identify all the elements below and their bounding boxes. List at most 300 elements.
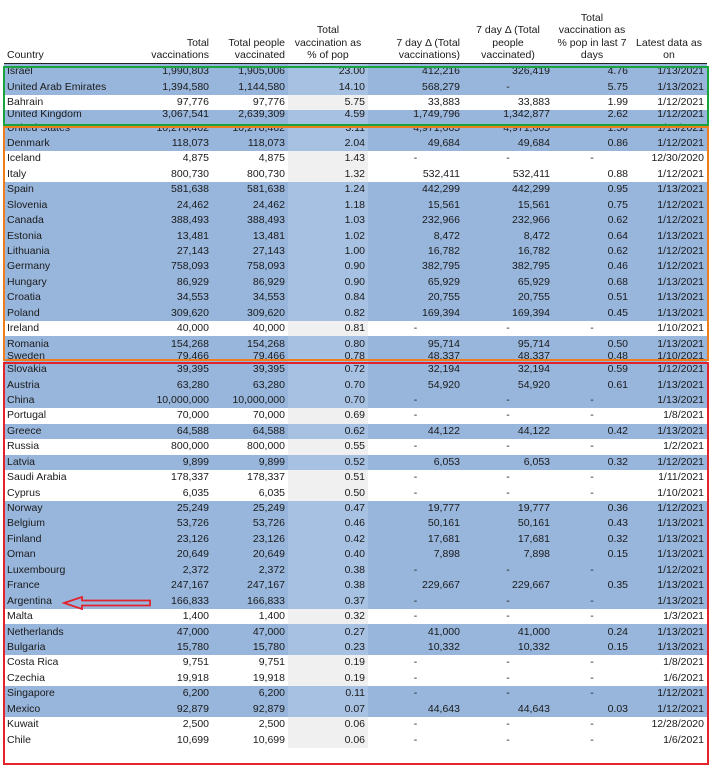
cell-pct-pop: 5.75 (288, 95, 368, 110)
cell-7day-total: - (413, 471, 418, 484)
header-latest-date: Latest data as on (631, 6, 707, 64)
table-row (4, 563, 707, 578)
cell-pct-pop-last7: 0.15 (553, 547, 631, 562)
cell-total-vaccinations: 388,493 (130, 213, 212, 228)
cell-total-vaccinations: 23,126 (130, 532, 212, 547)
cell-latest-date: 1/12/2021 (631, 501, 707, 516)
cell-7day-total: 532,411 (422, 167, 460, 180)
cell-pct-pop-last7: - (590, 610, 594, 623)
cell-7day-total: - (413, 322, 418, 335)
cell-total-vaccinations: 800,000 (171, 440, 209, 453)
header-7day-total: 7 day Δ (Total vaccinations) (368, 6, 463, 64)
cell-pct-pop-last7: 0.15 (553, 640, 631, 655)
cell-latest-date: 1/3/2021 (663, 610, 704, 623)
cell-country: Czechia (7, 671, 45, 684)
cell-total-people-vaccinated: 4,875 (258, 152, 285, 165)
cell-pct-pop-last7: 1.50 (553, 120, 631, 135)
cell-total-vaccinations: 758,093 (130, 259, 212, 274)
cell-country: Croatia (4, 290, 130, 305)
cell-7day-total: 49,684 (368, 136, 463, 151)
cell-latest-date: 1/10/2021 (631, 352, 707, 362)
cell-7day-total: 1,749,796 (368, 110, 463, 120)
table-row (4, 120, 707, 135)
table-row (4, 393, 707, 408)
cell-7day-total: - (413, 733, 418, 746)
cell-pct-pop: 1.00 (288, 244, 368, 259)
cell-total-people-vaccinated: 53,726 (212, 516, 288, 531)
cell-7day-total: 382,795 (368, 259, 463, 274)
cell-total-vaccinations: 86,929 (130, 275, 212, 290)
cell-total-people-vaccinated: 70,000 (252, 409, 285, 422)
cell-total-people-vaccinated: 166,833 (212, 593, 288, 608)
cell-latest-date: 1/12/2021 (631, 198, 707, 213)
cell-7day-people: 95,714 (463, 336, 553, 351)
cell-pct-pop-last7: - (590, 718, 594, 731)
cell-pct-pop-last7: - (590, 656, 594, 669)
cell-pct-pop-last7: - (553, 563, 631, 578)
cell-pct-pop: 0.23 (288, 640, 368, 655)
cell-pct-pop-last7: 0.03 (553, 702, 631, 717)
header-total-people-vaccinated: Total people vaccinated (212, 6, 288, 64)
cell-total-vaccinations: 1,990,803 (130, 64, 212, 80)
cell-7day-total: 412,216 (368, 64, 463, 80)
cell-7day-people: - (463, 393, 553, 408)
cell-total-people-vaccinated: 1,905,006 (212, 64, 288, 80)
cell-latest-date: 1/6/2021 (663, 671, 704, 684)
cell-latest-date: 1/12/2021 (631, 702, 707, 717)
cell-total-vaccinations: 6,035 (182, 486, 209, 499)
cell-country: Belgium (4, 516, 130, 531)
cell-country: Slovakia (4, 362, 130, 377)
cell-latest-date: 1/13/2021 (631, 290, 707, 305)
table-row (4, 655, 707, 670)
table-row (4, 439, 707, 454)
cell-pct-pop-last7: 0.24 (553, 624, 631, 639)
cell-pct-pop-last7: 0.45 (553, 306, 631, 321)
cell-7day-people: 7,898 (463, 547, 553, 562)
cell-total-people-vaccinated: 118,073 (212, 136, 288, 151)
cell-total-vaccinations: 24,462 (130, 198, 212, 213)
cell-total-vaccinations: 15,780 (130, 640, 212, 655)
cell-total-vaccinations: 79,466 (130, 352, 212, 362)
table-row (4, 64, 707, 80)
cell-latest-date: 1/13/2021 (631, 516, 707, 531)
cell-pct-pop: 1.18 (288, 198, 368, 213)
cell-7day-total: - (368, 393, 463, 408)
cell-7day-total: 50,161 (368, 516, 463, 531)
cell-7day-total: 16,782 (368, 244, 463, 259)
table-row (4, 532, 707, 547)
cell-7day-total: 65,929 (368, 275, 463, 290)
cell-7day-total: - (368, 593, 463, 608)
cell-total-people-vaccinated: 20,649 (212, 547, 288, 562)
cell-total-vaccinations: 4,875 (182, 152, 209, 165)
cell-latest-date: 12/28/2020 (651, 718, 704, 731)
cell-pct-pop: 0.46 (288, 516, 368, 531)
cell-7day-total: - (368, 563, 463, 578)
table-row (4, 501, 707, 516)
cell-7day-people: 1,342,877 (463, 110, 553, 120)
cell-country: Latvia (4, 455, 130, 470)
cell-country: Estonia (4, 228, 130, 243)
cell-pct-pop: 0.38 (288, 578, 368, 593)
cell-total-people-vaccinated: 178,337 (247, 471, 285, 484)
cell-latest-date: 1/12/2021 (631, 213, 707, 228)
cell-country: Mexico (4, 702, 130, 717)
cell-7day-total: 41,000 (368, 624, 463, 639)
cell-total-people-vaccinated: 581,638 (212, 182, 288, 197)
cell-total-vaccinations: 27,143 (130, 244, 212, 259)
cell-total-vaccinations: 40,000 (176, 322, 209, 335)
cell-pct-pop-last7: 0.95 (553, 182, 631, 197)
cell-total-vaccinations: 70,000 (176, 409, 209, 422)
table-row (4, 547, 707, 562)
cell-pct-pop: 0.40 (288, 547, 368, 562)
cell-pct-pop: 0.80 (288, 336, 368, 351)
cell-country: Chile (7, 733, 31, 746)
cell-total-people-vaccinated: 10,278,462 (212, 120, 288, 135)
cell-7day-people: 65,929 (463, 275, 553, 290)
cell-7day-total: 7,898 (368, 547, 463, 562)
cell-pct-pop: 0.37 (288, 593, 368, 608)
cell-country: Germany (4, 259, 130, 274)
cell-latest-date: 1/8/2021 (663, 656, 704, 669)
cell-total-people-vaccinated: 47,000 (212, 624, 288, 639)
cell-total-people-vaccinated: 86,929 (212, 275, 288, 290)
cell-country: France (4, 578, 130, 593)
table-row (4, 198, 707, 213)
cell-total-people-vaccinated: 800,000 (247, 440, 285, 453)
table-row (4, 95, 707, 110)
cell-total-vaccinations: 178,337 (171, 471, 209, 484)
cell-latest-date: 1/10/2021 (657, 322, 704, 335)
table-row (4, 228, 707, 243)
cell-7day-total: - (413, 409, 418, 422)
cell-total-vaccinations: 154,268 (130, 336, 212, 351)
cell-pct-pop: 1.03 (288, 213, 368, 228)
cell-total-vaccinations: 9,899 (130, 455, 212, 470)
cell-country: Italy (7, 167, 27, 180)
cell-7day-people: 326,419 (463, 64, 553, 80)
cell-7day-total: 20,755 (368, 290, 463, 305)
cell-7day-total: 33,883 (427, 96, 460, 109)
cell-pct-pop: 0.42 (288, 532, 368, 547)
cell-pct-pop-last7: 0.48 (553, 352, 631, 362)
table-row (4, 686, 707, 701)
cell-7day-people: - (463, 79, 553, 94)
cell-total-people-vaccinated: 388,493 (212, 213, 288, 228)
header-total-vaccinations: Total vaccinations (130, 6, 212, 64)
cell-7day-total: 44,122 (368, 424, 463, 439)
cell-pct-pop: 0.78 (288, 352, 368, 362)
cell-total-vaccinations: 800,730 (171, 167, 209, 180)
cell-pct-pop-last7: 0.42 (553, 424, 631, 439)
cell-country: Hungary (4, 275, 130, 290)
table-row (4, 516, 707, 531)
header-7day-people: 7 day Δ (Total people vaccinated) (463, 6, 553, 64)
cell-7day-people: 382,795 (463, 259, 553, 274)
cell-7day-people: - (506, 440, 510, 453)
left-arrow-icon (62, 596, 152, 610)
cell-latest-date: 1/6/2021 (663, 733, 704, 746)
cell-pct-pop: 0.70 (288, 377, 368, 392)
cell-pct-pop: 0.70 (288, 393, 368, 408)
cell-pct-pop-last7: - (590, 440, 594, 453)
cell-7day-total: 44,643 (368, 702, 463, 717)
cell-pct-pop-last7: - (553, 393, 631, 408)
cell-latest-date: 1/12/2021 (631, 244, 707, 259)
cell-7day-people: - (506, 486, 510, 499)
cell-latest-date: 1/13/2021 (631, 424, 707, 439)
cell-latest-date: 1/13/2021 (631, 275, 707, 290)
cell-pct-pop: 0.38 (288, 563, 368, 578)
table-row (4, 377, 707, 392)
cell-7day-people: 10,332 (463, 640, 553, 655)
cell-country: Canada (4, 213, 130, 228)
cell-pct-pop-last7: 0.50 (553, 336, 631, 351)
cell-total-vaccinations: 2,372 (130, 563, 212, 578)
cell-country: Ireland (7, 322, 40, 335)
cell-pct-pop-last7: 0.59 (553, 362, 631, 377)
header-row (4, 6, 707, 64)
cell-7day-people: 33,883 (517, 96, 550, 109)
cell-pct-pop: 0.90 (288, 275, 368, 290)
cell-total-vaccinations: 3,067,541 (130, 110, 212, 120)
cell-latest-date: 1/13/2021 (631, 336, 707, 351)
cell-total-people-vaccinated: 13,481 (212, 228, 288, 243)
cell-7day-people: 17,681 (463, 532, 553, 547)
cell-latest-date: 1/2/2021 (663, 440, 704, 453)
cell-7day-people: 15,561 (463, 198, 553, 213)
cell-7day-total: 54,920 (368, 377, 463, 392)
cell-pct-pop-last7: - (590, 671, 594, 684)
cell-total-vaccinations: 53,726 (130, 516, 212, 531)
cell-pct-pop: 3.11 (288, 120, 368, 135)
cell-7day-total: 6,053 (368, 455, 463, 470)
table-row (4, 408, 707, 423)
cell-country: United Arab Emirates (4, 79, 130, 94)
table-row (4, 213, 707, 228)
cell-pct-pop-last7: 2.62 (553, 110, 631, 120)
cell-7day-people: - (506, 322, 510, 335)
cell-7day-total: - (368, 686, 463, 701)
cell-pct-pop: 2.04 (288, 136, 368, 151)
cell-country: Sweden (4, 352, 130, 362)
table-row (4, 717, 707, 732)
cell-total-vaccinations: 47,000 (130, 624, 212, 639)
header-pct-pop: Total vaccination as % of pop (288, 6, 368, 64)
table-row (4, 321, 707, 336)
cell-pct-pop-last7: - (590, 471, 594, 484)
cell-7day-total: 229,667 (368, 578, 463, 593)
cell-pct-pop: 1.24 (288, 182, 368, 197)
cell-7day-people: - (506, 152, 510, 165)
cell-7day-people: - (463, 563, 553, 578)
cell-country: Greece (4, 424, 130, 439)
cell-7day-total: 442,299 (368, 182, 463, 197)
cell-latest-date: 1/13/2021 (631, 306, 707, 321)
cell-country: Saudi Arabia (7, 471, 67, 484)
cell-7day-total: 32,194 (368, 362, 463, 377)
cell-7day-total: 169,394 (368, 306, 463, 321)
cell-latest-date: 1/12/2021 (657, 167, 704, 180)
cell-pct-pop: 0.06 (288, 717, 368, 732)
cell-total-vaccinations: 1,394,580 (130, 79, 212, 94)
cell-country: Bahrain (7, 96, 44, 109)
cell-total-vaccinations: 39,395 (130, 362, 212, 377)
cell-country: China (4, 393, 130, 408)
cell-country: Romania (4, 336, 130, 351)
cell-total-people-vaccinated: 27,143 (212, 244, 288, 259)
cell-7day-total: 232,966 (368, 213, 463, 228)
cell-7day-people: 44,122 (463, 424, 553, 439)
cell-latest-date: 1/12/2021 (631, 686, 707, 701)
cell-latest-date: 1/13/2021 (631, 640, 707, 655)
cell-country: Poland (4, 306, 130, 321)
cell-total-people-vaccinated: 1,144,580 (212, 79, 288, 94)
cell-pct-pop-last7: 4.76 (553, 64, 631, 80)
cell-7day-people: - (506, 733, 510, 746)
cell-pct-pop-last7: 0.46 (553, 259, 631, 274)
cell-pct-pop: 4.59 (288, 110, 368, 120)
cell-7day-total: - (413, 152, 418, 165)
cell-7day-people: 54,920 (463, 377, 553, 392)
cell-7day-total: 568,279 (368, 79, 463, 94)
cell-total-vaccinations: 581,638 (130, 182, 212, 197)
cell-total-vaccinations: 166,833 (130, 593, 212, 608)
cell-total-vaccinations: 13,481 (130, 228, 212, 243)
cell-latest-date: 1/13/2021 (631, 64, 707, 80)
cell-total-vaccinations: 19,918 (176, 671, 209, 684)
table-row (4, 259, 707, 274)
cell-pct-pop: 0.47 (288, 501, 368, 516)
cell-7day-total: - (413, 718, 418, 731)
cell-pct-pop-last7: - (590, 486, 594, 499)
cell-pct-pop: 1.02 (288, 228, 368, 243)
cell-total-people-vaccinated: 2,500 (258, 718, 285, 731)
cell-latest-date: 1/11/2021 (658, 471, 704, 484)
cell-pct-pop-last7: 0.62 (553, 213, 631, 228)
table-body (4, 64, 707, 748)
cell-pct-pop-last7: 0.51 (553, 290, 631, 305)
cell-latest-date: 1/12/2021 (657, 96, 704, 109)
cell-pct-pop-last7: 0.86 (553, 136, 631, 151)
cell-pct-pop-last7: 1.99 (607, 96, 628, 109)
table-row (4, 578, 707, 593)
cell-pct-pop-last7: 0.75 (553, 198, 631, 213)
cell-total-people-vaccinated: 79,466 (212, 352, 288, 362)
cell-total-people-vaccinated: 309,620 (212, 306, 288, 321)
cell-7day-total: 19,777 (368, 501, 463, 516)
cell-pct-pop: 0.27 (288, 624, 368, 639)
table-row (4, 609, 707, 624)
cell-pct-pop-last7: 0.43 (553, 516, 631, 531)
cell-total-people-vaccinated: 64,588 (212, 424, 288, 439)
cell-total-people-vaccinated: 800,730 (247, 167, 285, 180)
cell-pct-pop: 0.52 (288, 455, 368, 470)
cell-country: Israel (4, 64, 130, 80)
cell-total-people-vaccinated: 25,249 (212, 501, 288, 516)
cell-7day-people: 169,394 (463, 306, 553, 321)
cell-total-vaccinations: 10,278,462 (130, 120, 212, 135)
cell-7day-people: 49,684 (463, 136, 553, 151)
cell-total-vaccinations: 92,879 (130, 702, 212, 717)
cell-total-people-vaccinated: 6,035 (258, 486, 285, 499)
cell-total-vaccinations: 64,588 (130, 424, 212, 439)
cell-total-people-vaccinated: 15,780 (212, 640, 288, 655)
cell-pct-pop: 1.32 (288, 167, 368, 182)
cell-total-people-vaccinated: 39,395 (212, 362, 288, 377)
cell-pct-pop: 0.11 (288, 686, 368, 701)
cell-7day-total: 10,332 (368, 640, 463, 655)
cell-country: Bulgaria (4, 640, 130, 655)
cell-pct-pop-last7: 0.35 (553, 578, 631, 593)
cell-7day-people: 232,966 (463, 213, 553, 228)
cell-latest-date: 1/13/2021 (631, 377, 707, 392)
cell-total-vaccinations: 25,249 (130, 501, 212, 516)
cell-total-people-vaccinated: 247,167 (212, 578, 288, 593)
cell-total-people-vaccinated: 9,899 (212, 455, 288, 470)
cell-pct-pop-last7: - (590, 152, 594, 165)
cell-pct-pop-last7: - (590, 409, 594, 422)
cell-country: Slovenia (4, 198, 130, 213)
cell-total-vaccinations: 118,073 (130, 136, 212, 151)
cell-7day-total: 4,971,665 (368, 120, 463, 135)
cell-latest-date: 1/13/2021 (631, 593, 707, 608)
cell-7day-total: 48,337 (368, 352, 463, 362)
cell-7day-total: - (413, 440, 418, 453)
cell-country: Luxembourg (4, 563, 130, 578)
cell-latest-date: 1/13/2021 (631, 79, 707, 94)
cell-latest-date: 1/10/2021 (657, 486, 704, 499)
cell-pct-pop-last7: 5.75 (553, 79, 631, 94)
cell-latest-date: 1/13/2021 (631, 393, 707, 408)
cell-pct-pop-last7: - (590, 733, 594, 746)
cell-7day-people: - (463, 593, 553, 608)
cell-total-people-vaccinated: 34,553 (212, 290, 288, 305)
cell-total-people-vaccinated: 9,751 (258, 656, 285, 669)
table-row (4, 455, 707, 470)
cell-7day-people: 442,299 (463, 182, 553, 197)
cell-total-vaccinations: 10,699 (176, 733, 209, 746)
cell-total-people-vaccinated: 154,268 (212, 336, 288, 351)
table-row (4, 640, 707, 655)
cell-country: Russia (7, 440, 40, 453)
cell-total-people-vaccinated: 19,918 (252, 671, 285, 684)
cell-country: Argentina (4, 593, 130, 608)
cell-total-vaccinations: 63,280 (130, 377, 212, 392)
cell-total-vaccinations: 9,751 (182, 656, 209, 669)
cell-pct-pop: 0.62 (288, 424, 368, 439)
cell-7day-people: 19,777 (463, 501, 553, 516)
cell-7day-people: - (506, 471, 510, 484)
cell-7day-total: - (413, 656, 418, 669)
cell-7day-total: 95,714 (368, 336, 463, 351)
cell-7day-total: 17,681 (368, 532, 463, 547)
cell-latest-date: 1/13/2021 (631, 547, 707, 562)
cell-latest-date: 1/12/2021 (631, 455, 707, 470)
table-row (4, 624, 707, 639)
table-row (4, 290, 707, 305)
cell-country: Cyprus (7, 486, 41, 499)
cell-pct-pop-last7: - (553, 686, 631, 701)
cell-country: Finland (4, 532, 130, 547)
cell-7day-people: 50,161 (463, 516, 553, 531)
cell-country: Denmark (4, 136, 130, 151)
cell-7day-people: 4,971,665 (463, 120, 553, 135)
cell-pct-pop-last7: 0.36 (553, 501, 631, 516)
cell-latest-date: 1/13/2021 (631, 578, 707, 593)
